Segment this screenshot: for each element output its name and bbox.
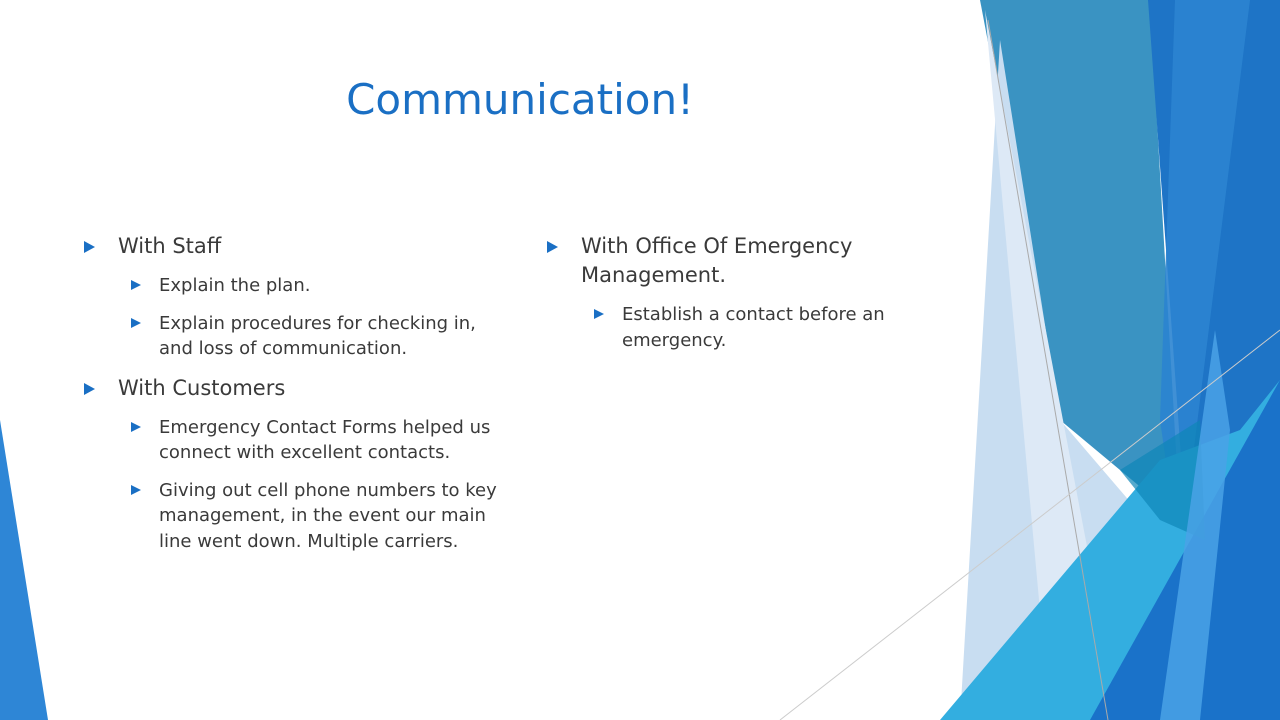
sub-bullet-text: Emergency Contact Forms helped us connect with excellent contacts. (159, 416, 491, 463)
triangle-bullet-icon (84, 383, 95, 395)
bullet-with-customers (80, 374, 510, 403)
bullet-with-oem (543, 232, 923, 290)
left-edge-shape (0, 420, 48, 720)
bullet-heading: With Office Of Emergency Management. (581, 234, 853, 287)
triangle-bullet-icon (131, 485, 141, 495)
sub-bullet (543, 302, 923, 353)
sub-bullet (80, 311, 510, 362)
right-column (543, 232, 923, 365)
sub-bullet-text: Establish a contact before an emergency. (622, 304, 885, 351)
sub-bullet-text: Giving out cell phone numbers to key management, in the event our main line went down. Multiple carriers. (159, 479, 497, 552)
left-column (80, 232, 510, 566)
sub-bullet (80, 478, 510, 555)
sub-bullet-text: Explain the plan. (159, 275, 311, 296)
triangle-bullet-icon (131, 318, 141, 328)
triangle-bullet-icon (594, 309, 604, 319)
sub-bullet (80, 415, 510, 466)
sub-bullet (80, 273, 510, 299)
bullet-heading: With Customers (118, 375, 286, 400)
triangle-bullet-icon (84, 241, 95, 253)
triangle-bullet-icon (131, 422, 141, 432)
bullet-heading: With Staff (118, 234, 222, 258)
sub-bullet-text: Explain procedures for checking in, and loss of communication. (159, 312, 476, 359)
triangle-bullet-icon (547, 241, 558, 253)
triangle-bullet-icon (131, 280, 141, 290)
slide-title: Communication! (346, 75, 694, 124)
bullet-with-staff (80, 232, 510, 261)
